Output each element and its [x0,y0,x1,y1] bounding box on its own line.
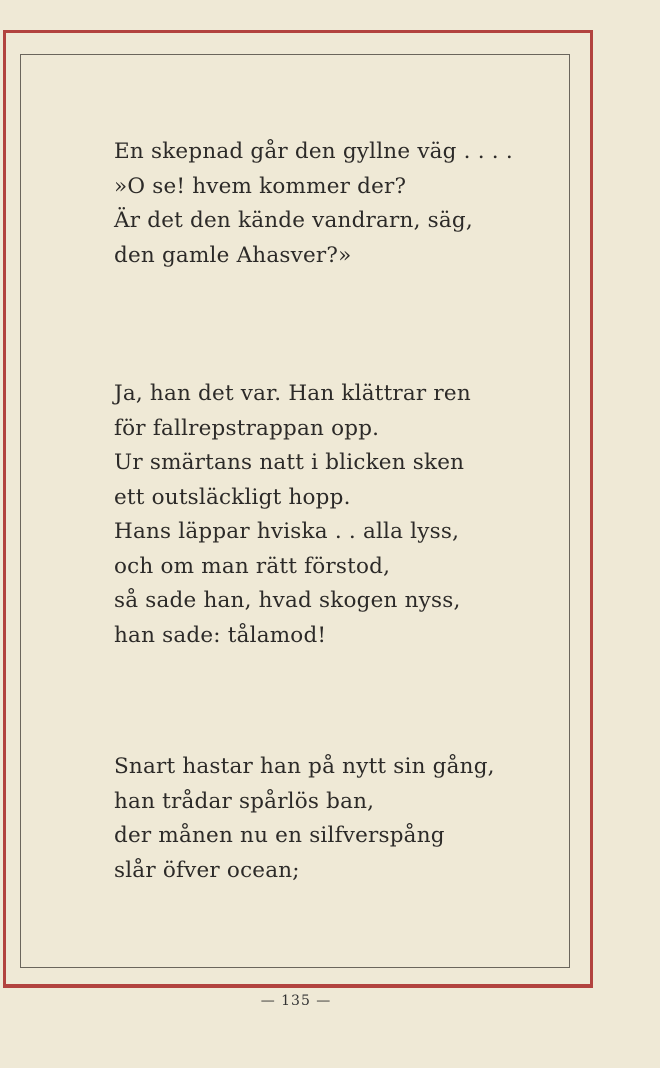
stanza-2 [114,377,514,653]
verse-line: Ur smärtans natt i blicken sken [114,450,465,475]
verse-line: och om man rätt förstod, [114,553,391,579]
stanza-1 [114,135,514,273]
verse-line: ett outsläckligt hopp. [114,484,351,510]
verse-line: slår öfver ocean; [114,857,300,883]
verse-line: den gamle Ahasver?» [114,242,352,268]
verse-line: för fallrepstrappan opp. [114,415,380,441]
verse-line: »O se! hvem kommer der? [114,173,407,199]
verse-line: En skepnad går den gyllne väg . . . . [114,139,513,164]
page-number: — 135 — [260,993,332,1009]
verse-line: så sade han, hvad skogen nyss, [114,588,461,613]
verse-line: der månen nu en silfverspång [114,823,445,848]
verse-line: Är det den kände vandrarn, säg, [114,208,473,233]
stanza-3 [114,750,514,888]
verse-line: Snart hastar han på nytt sin gång, [114,754,495,779]
verse-line: han trådar spårlös ban, [114,788,375,814]
verse-line: han sade: tålamod! [114,622,327,648]
verse-line: Hans läppar hviska . . alla lyss, [114,519,460,544]
verse-line: Ja, han det var. Han klättrar ren [114,381,471,406]
